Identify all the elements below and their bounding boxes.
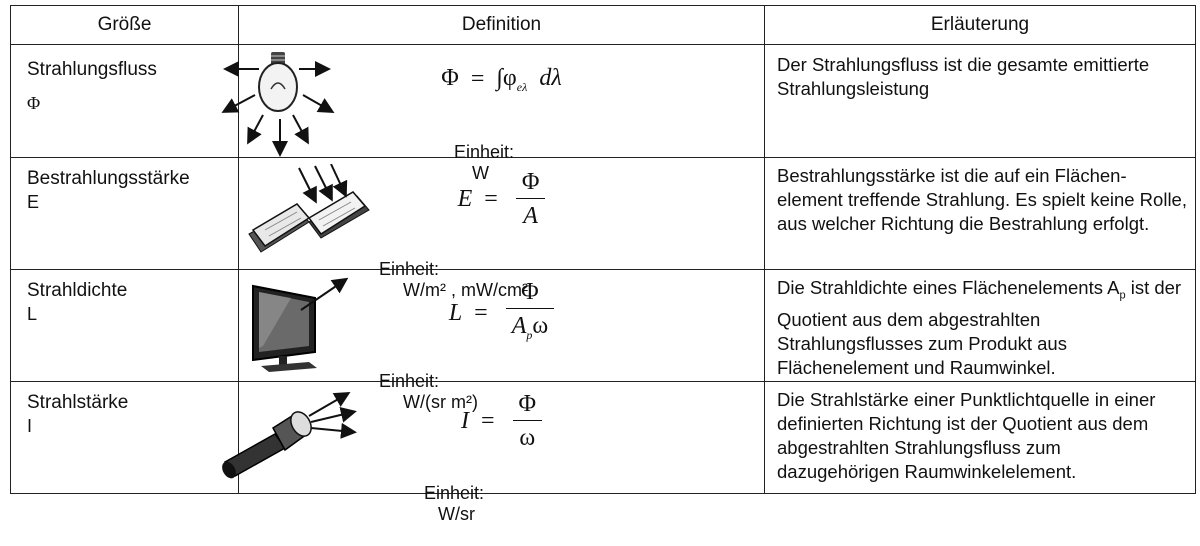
formula-subscript: eλ <box>516 79 528 94</box>
formula-fraction <box>516 166 546 233</box>
explanation-cell <box>765 45 1196 158</box>
explanation-text <box>765 270 1195 380</box>
formula-denominator-subscript: p <box>526 327 533 342</box>
header-definition: Definition <box>239 6 765 45</box>
formula-integral: ∫φ <box>496 65 517 91</box>
formula: L = $\frac{\Phi}{A_p\omega}$ <box>239 276 764 352</box>
formula-denominator: A <box>523 203 538 229</box>
explanation-text: Die Strahlstärke einer Punktlichtquelle in einer definierten Richtung ist der Quotient aus dem abgestrahlten Strahlungsfluss zum dazugehörigen Raumwinkelelement. <box>777 389 1156 482</box>
table-row <box>11 270 1196 382</box>
table-row <box>11 158 1196 270</box>
quantity-symbol: L <box>27 304 38 324</box>
formula-lhs: L <box>448 300 463 327</box>
unit-value: W <box>472 163 490 183</box>
formula-fraction <box>513 388 543 455</box>
quantity-cell <box>11 270 239 382</box>
unit-label: Einheit: <box>424 483 485 503</box>
radiometry-table <box>10 5 1196 524</box>
definition-cell <box>239 270 765 412</box>
explanation-cell <box>765 158 1196 270</box>
header-row <box>11 6 1196 45</box>
explanation-subscript: p <box>1119 289 1126 302</box>
unit-value: W/m² , mW/cm² <box>403 280 528 300</box>
unit-value: W/(sr m²) <box>403 392 478 412</box>
quantity-cell <box>11 158 239 270</box>
quantity-symbol: Φ <box>27 93 41 113</box>
unit-value: W/sr <box>438 504 475 524</box>
explanation-cell <box>765 270 1196 382</box>
quantity-symbol: I <box>27 416 33 436</box>
quantity-symbol: E <box>27 192 40 212</box>
formula-lhs: I <box>460 408 469 434</box>
formula-denominator: A <box>511 313 527 339</box>
header-quantity: Größe <box>11 6 239 45</box>
formula-numerator: Φ <box>516 166 546 199</box>
formula: E = $\frac{\Phi}{A}$ <box>239 166 764 233</box>
quantity-name: Bestrahlungsstärke <box>27 168 190 189</box>
quantity-cell <box>11 382 239 494</box>
formula-lhs: E <box>457 186 473 212</box>
table-row <box>11 382 1196 494</box>
explanation-post: ist der Quotient aus dem abgestrahlten Strahlungsflusses zum Produkt aus Flächenelement und Raumwinkel. <box>777 277 1182 378</box>
quantity-name: Strahldichte <box>27 280 128 301</box>
formula: I = $\frac{\Phi}{\omega}$ <box>239 388 764 455</box>
quantity-name: Strahlstärke <box>27 392 129 413</box>
definition-cell <box>239 382 765 524</box>
explanation-pre: Die Strahldichte eines Flächenelements A <box>777 277 1120 298</box>
definition-cell <box>239 158 765 300</box>
table-row <box>11 45 1196 158</box>
formula-numerator: Φ <box>513 388 543 421</box>
formula-tail: dλ <box>539 65 562 91</box>
explanation-text: Bestrahlungsstärke ist die auf ein Flächen-element treffende Strahlung. Es spielt keine Rolle, aus welcher Richtung die Bestrahlung erfolgt. <box>777 165 1187 234</box>
unit-label: Einheit: <box>454 142 515 162</box>
unit-label: Einheit: <box>379 371 440 391</box>
explanation-cell <box>765 382 1196 494</box>
formula-lhs: Φ <box>441 65 459 91</box>
formula-denominator: ω <box>519 425 536 451</box>
formula-numerator: Φ <box>506 276 554 309</box>
unit-label: Einheit: <box>379 259 440 279</box>
quantity-cell <box>11 45 239 158</box>
formula-denominator-tail: ω <box>532 313 549 339</box>
explanation-text: Der Strahlungsfluss ist die gesamte emittierte Strahlungsleistung <box>777 54 1150 99</box>
header-explanation: Erläuterung <box>765 6 1196 45</box>
formula: $\Phi = \int\varphi_{e\lambda}$ dλ <box>441 65 562 94</box>
quantity-name: Strahlungsfluss <box>27 59 157 80</box>
definition-cell <box>239 45 765 183</box>
formula-fraction <box>506 276 554 352</box>
